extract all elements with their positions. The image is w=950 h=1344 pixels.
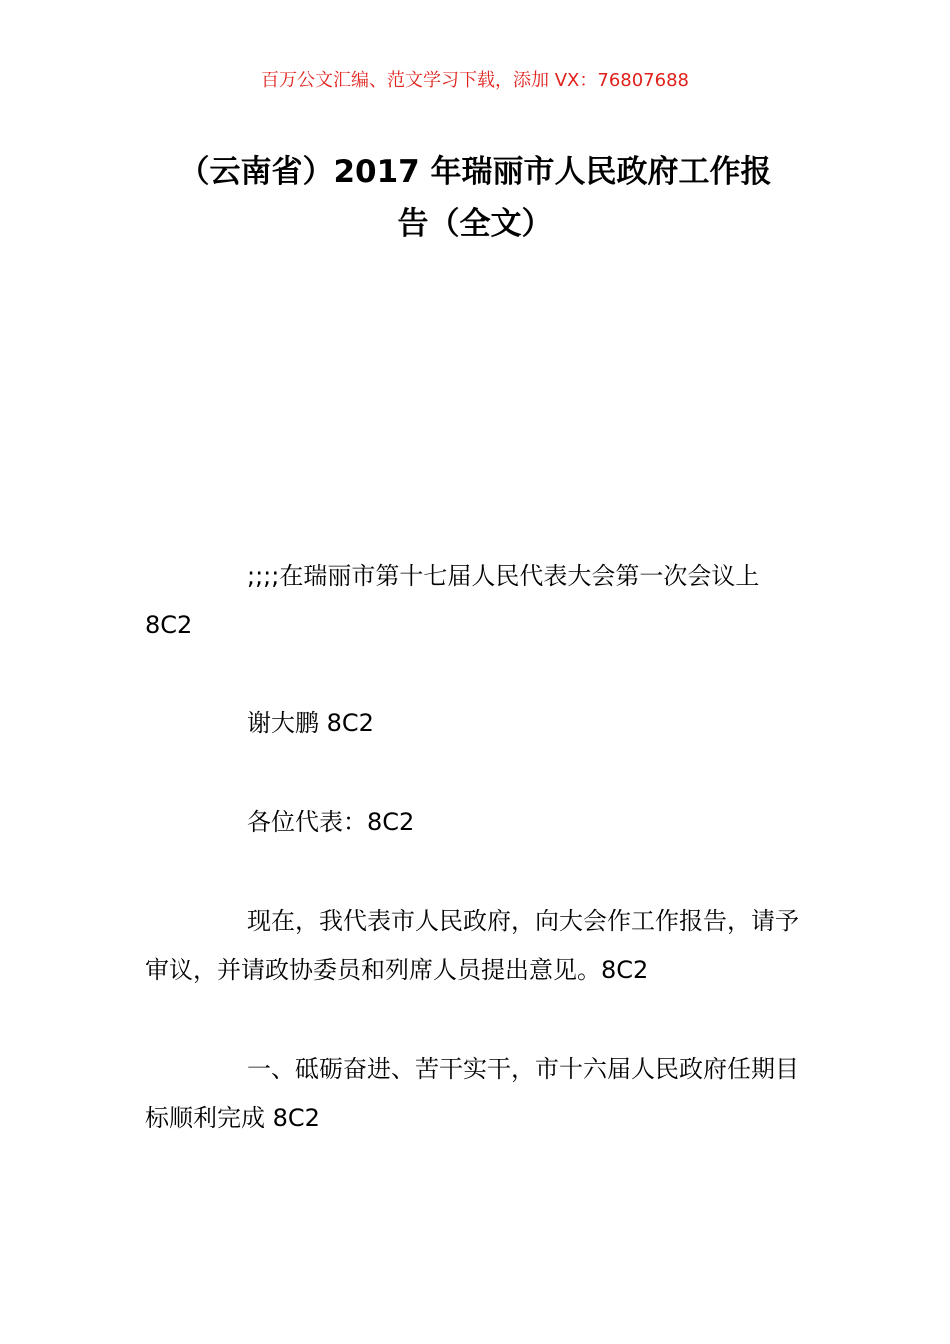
- document-title-line-2: 告（全文）: [397, 206, 553, 242]
- paragraph-salutation: 各位代表：8C2: [247, 808, 415, 836]
- header-download-note: 百万公文汇编、范文学习下载，添加 VX：76807688: [261, 70, 689, 91]
- paragraph-meeting-info: ;;;;在瑞丽市第十七届人民代表大会第一次会议上 8C2: [145, 562, 760, 639]
- paragraph-section-heading: 一、砥砺奋进、苦干实干，市十六届人民政府任期目标顺利完成 8C2: [145, 1055, 799, 1132]
- document-title: [125, 146, 825, 250]
- paragraph-speaker: 谢大鹏 8C2: [247, 709, 374, 737]
- paragraph-intro: 现在，我代表市人民政府，向大会作工作报告，请予审议，并请政协委员和列席人员提出意见。8C2: [145, 907, 799, 984]
- document-title-line-1: （云南省）2017 年瑞丽市人民政府工作报: [178, 154, 772, 190]
